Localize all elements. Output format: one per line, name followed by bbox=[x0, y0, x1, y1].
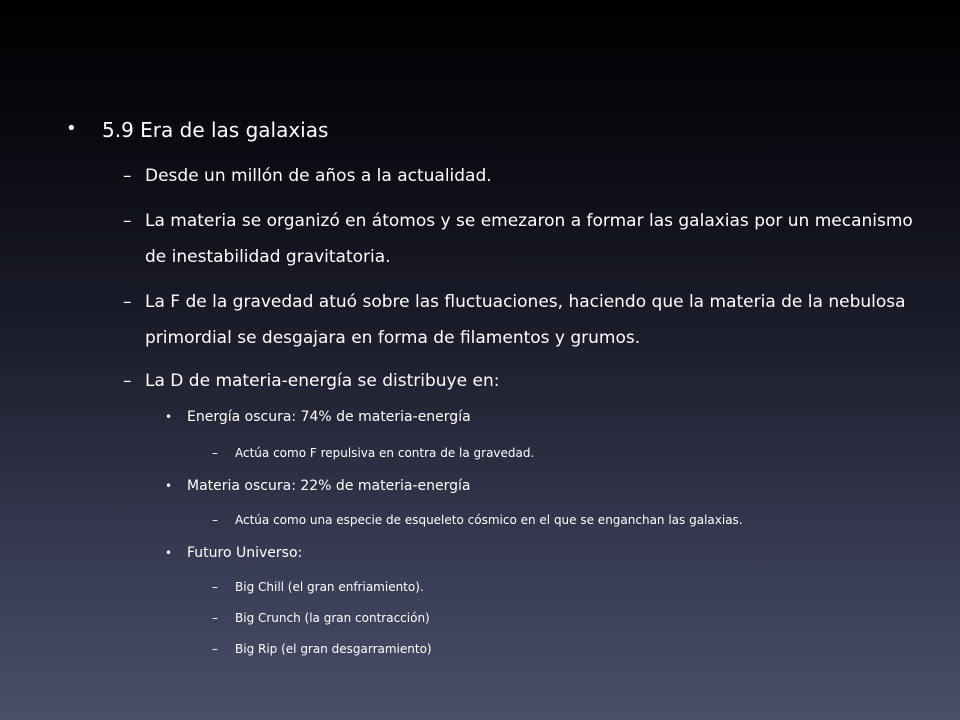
bullet-marker: • bbox=[165, 546, 173, 560]
bullet-marker: • bbox=[66, 118, 77, 139]
point-text: Desde un millón de años a la actualidad. bbox=[145, 166, 492, 186]
detail-text: Actúa como una especie de esqueleto cósmico en el que se enganchan las galaxias. bbox=[235, 513, 743, 527]
distribution-detail bbox=[212, 446, 534, 460]
dash-marker: – bbox=[212, 580, 218, 594]
distribution-label: Futuro Universo: bbox=[187, 545, 303, 561]
distribution-detail bbox=[212, 580, 424, 594]
point-text: La D de materia-energía se distribuye en: bbox=[145, 371, 500, 391]
distribution-item bbox=[165, 409, 471, 425]
dash-marker: – bbox=[212, 446, 218, 460]
slide-heading: 5.9 Era de las galaxias bbox=[102, 118, 329, 142]
point-text: La materia se organizó en átomos y se emezaron a formar las galaxias por un mecanismo de inestabilidad gravitatoria. bbox=[145, 211, 913, 267]
point-item bbox=[123, 284, 915, 356]
dash-marker: – bbox=[123, 211, 132, 231]
distribution-detail bbox=[212, 642, 432, 656]
detail-text: Big Chill (el gran enfriamiento). bbox=[235, 580, 424, 594]
dash-marker: – bbox=[212, 513, 218, 527]
distribution-detail bbox=[212, 611, 430, 625]
point-text: La F de la gravedad atuó sobre las fluctuaciones, haciendo que la materia de la nebulosa primordial se desgajara en forma de filamentos y grumos. bbox=[145, 292, 906, 348]
dash-marker: – bbox=[123, 166, 132, 186]
dash-marker: – bbox=[212, 642, 218, 656]
distribution-detail bbox=[212, 513, 743, 527]
distribution-label: Materia oscura: 22% de materia-energía bbox=[187, 478, 471, 494]
dash-marker: – bbox=[123, 292, 132, 312]
distribution-item bbox=[165, 478, 470, 494]
detail-text: Big Rip (el gran desgarramiento) bbox=[235, 642, 432, 656]
slide-heading-item bbox=[66, 118, 328, 142]
bullet-marker: • bbox=[165, 479, 173, 493]
dash-marker: – bbox=[212, 611, 218, 625]
point-item bbox=[123, 371, 915, 391]
point-item bbox=[123, 166, 915, 186]
detail-text: Big Crunch (la gran contracción) bbox=[235, 611, 430, 625]
detail-text: Actúa como F repulsiva en contra de la gravedad. bbox=[235, 446, 535, 460]
dash-marker: – bbox=[123, 371, 132, 391]
point-item bbox=[123, 203, 915, 275]
bullet-marker: • bbox=[165, 410, 173, 424]
distribution-label: Energía oscura: 74% de materia-energía bbox=[187, 409, 471, 425]
distribution-item bbox=[165, 545, 302, 561]
